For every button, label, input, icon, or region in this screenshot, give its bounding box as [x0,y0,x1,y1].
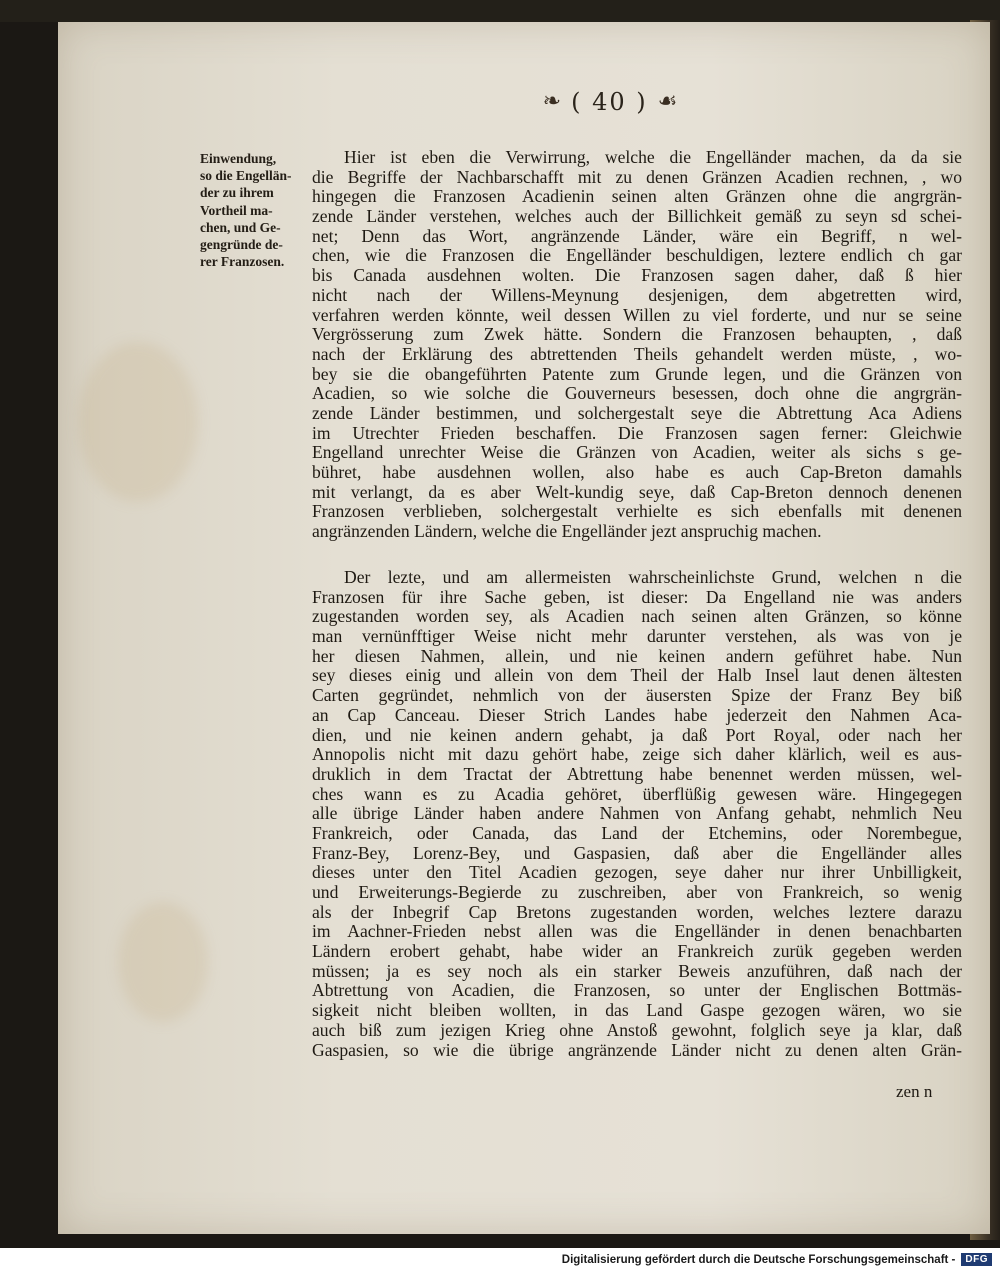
margin-note-line: chen, und Ge- [200,219,281,235]
scan-background-top [0,0,1000,22]
page-number: ( 40 ) [571,88,648,116]
text-line: Franzosen verblieben, solchergestalt verhielte es sich ebenfalls mit denenen [312,502,962,522]
text-line: zende Länder verstehen, welches auch der Billichkeit gemäß zu seyn sd schei- [312,207,962,227]
text-line: bey sie die obangeführten Patente zum Grunde legen, und die Gränzen von [312,364,962,384]
text-line: angränzenden Ländern, welche die Engelländer jezt anspruchig machen. [312,522,822,542]
text-line: dieses unter den Titel Acadien gezogen, seye daher nur ihrer Unbilligkeit, [312,863,962,883]
margin-note-line: rer Franzosen. [200,254,285,270]
text-line: ches wann es zu Acadia gehöret, überflüßig gewesen wäre. Hingegegen [312,784,962,804]
paragraph-1 [312,148,962,542]
catchword: zen n [896,1082,933,1101]
paragraph-2 [312,568,962,1060]
margin-note-line: gengründe de- [200,237,283,253]
text-line: die Begriffe der Nachbarschafft mit zu denen Gränzen Acadien rechnen, , wo [312,167,962,187]
text-line: druklich in dem Tractat der Abtrettung habe benennet werden müssen, wel- [312,764,962,784]
text-line: nicht nach der Willens-Meynung desjenigen, dem abgetretten wird, [312,285,962,305]
text-line: müssen; ja es sey noch als ein starker Beweis anzuführen, daß nach der [312,961,962,981]
dfg-logo-icon: DFG [961,1253,992,1266]
text-line: sey dieses einig und allein von dem Theil der Halb Insel laut denen ältesten [312,666,962,686]
text-line: Engelland unrechter Weise die Gränzen von Acadien, weiter als sichs s ge- [312,443,962,463]
text-line: im Aachner-Frieden nebst allen was die Engelländer in denen benachbarten [312,922,962,942]
text-line: als der Inbegrif Cap Bretons zugestanden worden, welches leztere darazu [312,902,962,922]
text-line: nach der Erklärung des abtrettenden Theils gehandelt werden müste, , wo- [312,344,962,364]
text-line: mit verlangt, da es aber Welt-kundig seye, daß Cap-Breton dennoch denenen [312,482,962,502]
text-line: bis Canada ausdehnen wolten. Die Franzosen sagen daher, daß ß hier [312,266,962,286]
text-line: Frankreich, oder Canada, das Land der Etchemins, oder Norembegue, [312,823,962,843]
text-line: Ländern erobert gehabt, habe wider an Frankreich zurük gegeben werden [312,942,962,962]
text-line: sigkeit nicht bleiben wollten, in das Land Gaspe gezogen wären, wo sie [312,1001,962,1021]
text-line: dien, und nie keinen andern gehabt, ja daß Port Royal, oder nach her [312,725,962,745]
ornament-left-icon: ❧ [542,89,562,114]
paper-stain [78,342,198,502]
margin-note-line: Einwendung, [200,151,277,166]
text-line: Annopolis nicht mit dazu gehört habe, zeige sich daher klärlich, weil es aus- [312,745,962,765]
text-line: Der lezte, und am allermeisten wahrscheinlichste Grund, welchen n die [344,568,962,587]
text-line: Abtrettung von Acadien, die Franzosen, so unter der Englischen Bottmäs- [312,981,962,1001]
text-line: Franzosen für ihre Sache geben, ist dieser: Da Engelland nie was anders [312,587,962,607]
text-line: im Utrechter Frieden beschaffen. Die Franzosen sagen ferner: Gleichwie [312,423,962,443]
text-line: man vernünfftiger Weise nicht mehr darunter verstehen, als was von je [312,627,962,647]
text-line: zugestanden worden sey, als Acadien nach seinen alten Gränzen, so könne [312,607,962,627]
paper-stain [118,902,208,1022]
text-line: Vergrösserung zum Zwek hätte. Sondern die Franzosen behaupten, , daß [312,325,962,345]
text-line: Carten gegründet, nehmlich von der äusersten Spize der Franz Bey biß [312,686,962,706]
margin-note-line: Vortheil ma- [200,202,273,218]
text-line: chen, wie die Franzosen die Engelländer beschuldigen, leztere endlich ch gar [312,246,962,266]
text-line: Hier ist eben die Verwirrung, welche die Engelländer machen, da da sie [344,148,962,167]
funding-notice: Digitalisierung gefördert durch die Deutsche Forschungsgemeinschaft - [561,1253,956,1266]
text-line: auch biß zum jezigen Krieg ohne Anstoß gewohnt, folglich seye ja klar, daß [312,1020,962,1040]
margin-note-line: der zu ihrem [200,185,274,201]
text-line: bühret, habe ausdehnen wollen, also habe es auch Cap-Breton damahls [312,463,962,482]
text-line: Acadien, so wie solche die Gouverneurs besessen, doch ohne die angrgrän- [312,384,962,404]
text-line: Gaspasien, so wie die übrige angränzende Länder nicht zu denen alten Grän- [312,1040,962,1060]
text-line: net; Denn das Wort, angränzende Länder, wäre ein Begriff, n wel- [312,226,962,246]
text-line: alle übrige Länder haben andere Nahmen von Anfang gehabt, nehmlich Neu [312,804,962,824]
text-line: und Erweiterungs-Begierde zu zuschreiben, aber von Frankreich, so wenig [312,883,962,902]
footer-bar [0,1248,1000,1271]
margin-note [200,150,312,270]
text-line: zende Länder bestimmen, und solchergestalt seye die Abtrettung Aca Adiens [312,403,962,423]
text-line: verfahren werden könnte, weil dessen Willen zu viel forderte, und nur se seine [312,305,962,325]
text-line: hingegen die Franzosen Acadienin seinen alten Gränzen ohne die angrgrän- [312,187,962,207]
text-line: Franz-Bey, Lorenz-Bey, und Gaspasien, daß aber die Engelländer alles [312,843,962,863]
text-line: her diesen Nahmen, allein, und nie keinen andern geführet habe. Nun [312,646,962,666]
text-line: an Cap Canceau. Dieser Strich Landes habe jederzeit den Nahmen Aca- [312,705,962,725]
margin-note-line: so die Engellän- [200,168,292,184]
ornament-right-icon: ☙ [657,89,678,114]
page-header [470,84,750,120]
